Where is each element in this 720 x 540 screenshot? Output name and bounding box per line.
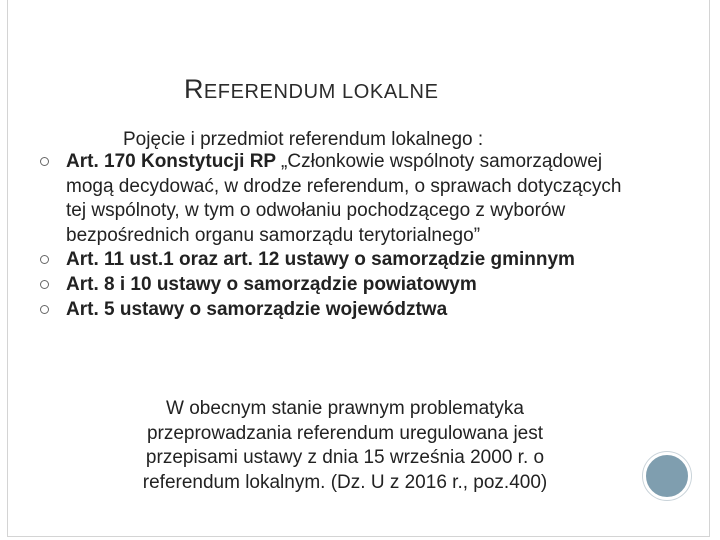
- conclusion-text: W obecnym stanie prawnym problematyka przeprowadzania referendum uregulowana jest przepisami ustawy z dnia 15 września 2000 r. o referendum lokalnym. (Dz. U z 2016 r., poz.400): [142, 398, 548, 493]
- bullet-marker-icon: [40, 305, 49, 314]
- bullet-list: [40, 150, 640, 322]
- bullet-item: [40, 150, 640, 248]
- title-first-letter: R: [184, 74, 204, 104]
- bullet-text: Art. 8 i 10 ustawy o samorządzie powiatowym: [66, 273, 477, 295]
- subheading: [123, 128, 483, 152]
- subheading-text: Pojęcie i przedmiot referendum lokalnego :: [123, 129, 484, 150]
- decorative-circle-icon: [643, 452, 691, 500]
- title-rest: EFERENDUM LOKALNE: [203, 81, 439, 103]
- slide-title: [184, 74, 439, 105]
- bullet-item: [40, 273, 640, 298]
- bullet-text: [66, 151, 622, 246]
- bullet-text-bold: Art. 170 Konstytucji RP: [66, 151, 282, 172]
- bullet-marker-icon: [40, 157, 49, 166]
- bullet-text: Art. 11 ust.1 oraz art. 12 ustawy o samorządzie gminnym: [66, 249, 575, 271]
- bullet-text: Art. 5 ustawy o samorządzie województwa: [66, 298, 448, 320]
- bullet-item: [40, 248, 640, 273]
- bullet-marker-icon: [40, 280, 49, 289]
- bullet-marker-icon: [40, 255, 49, 264]
- bullet-item: [40, 298, 640, 323]
- bullet-text-quote: „Członkowie wspólnoty samorządowej mogą decydować, w drodze referendum, o sprawach dotyczących tej wspólnoty, w tym o odwołaniu pochodzącego z wyborów bezpośrednich organu samorządu terytorialnego”: [66, 151, 622, 246]
